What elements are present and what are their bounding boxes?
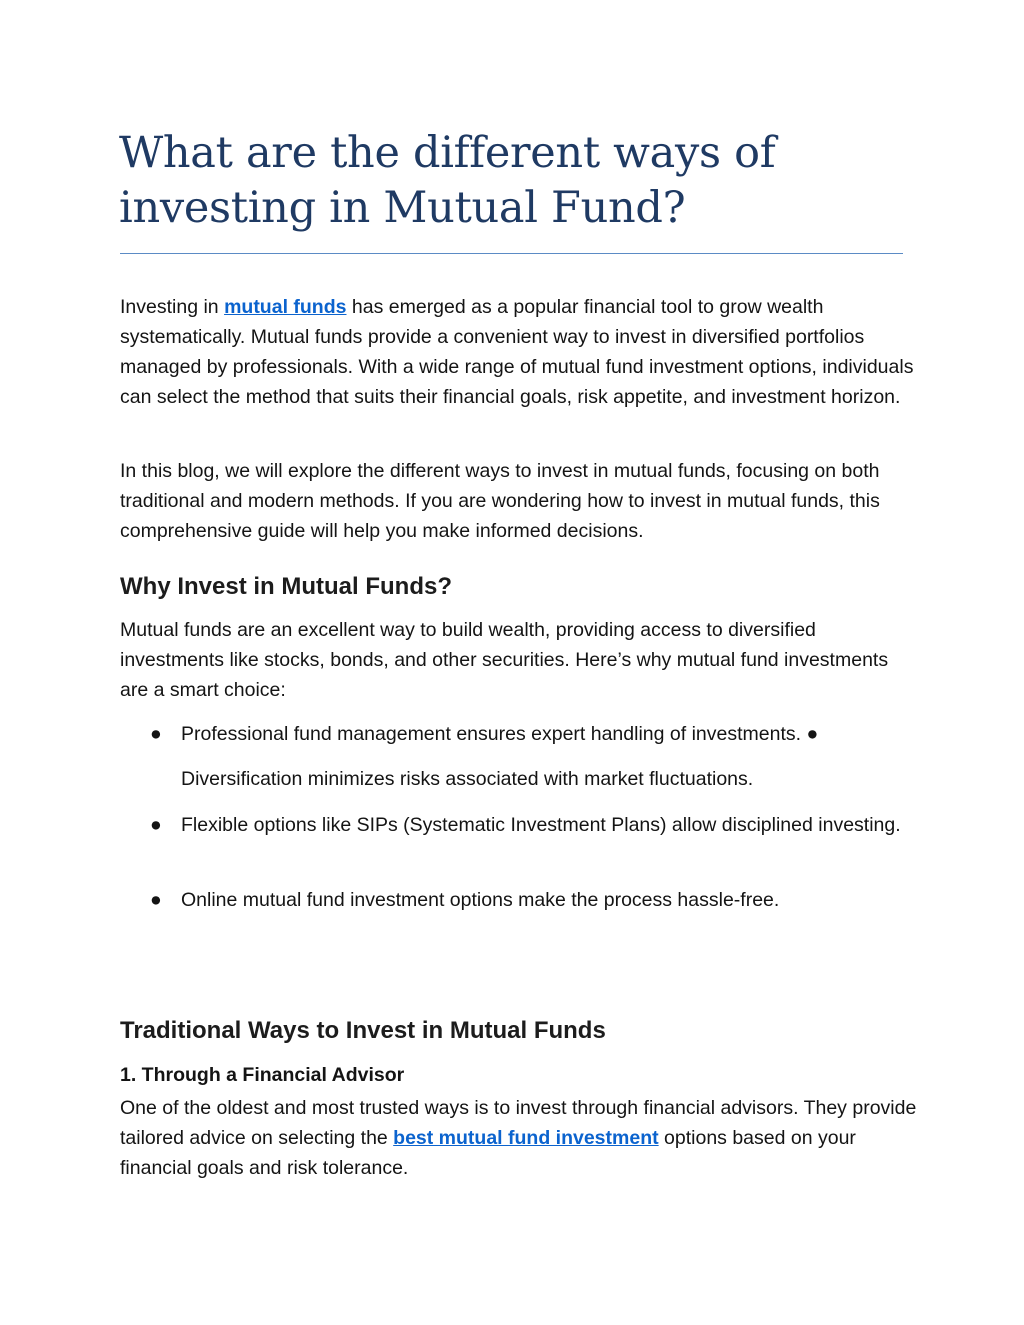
title-divider [120, 253, 903, 254]
bullet-item: Flexible options like SIPs (Systematic Investment Plans) allow disciplined investing. [181, 814, 901, 836]
bullet-item: Professional fund management ensures expert handling of investments. ● [181, 723, 819, 745]
why-invest-heading: Why Invest in Mutual Funds? [120, 573, 452, 600]
bullet-item: Diversification minimizes risks associated with market fluctuations. [181, 768, 754, 790]
bullet-marker: ● [150, 723, 162, 745]
advisor-text-rest: options based on your financial goals and risk tolerance. [120, 1127, 856, 1179]
intro-text-rest: has emerged as a popular financial tool to grow wealth systematically. Mutual funds provide a convenient way to invest in diversified portfolios managed by professionals. With a wide range of mutual fund investment options, individuals can select the method that suits their financial goals, risk appetite, and investment horizon. [120, 296, 914, 408]
traditional-ways-heading: Traditional Ways to Invest in Mutual Funds [120, 1017, 606, 1044]
advisor-text-start: One of the oldest and most trusted ways is to invest through financial advisors. They provide tailored advice on selecting the [120, 1097, 917, 1149]
financial-advisor-subheading: 1. Through a Financial Advisor [120, 1064, 405, 1086]
mutual-funds-link[interactable]: mutual funds [224, 296, 347, 318]
bullet-marker: ● [150, 889, 162, 911]
financial-advisor-paragraph [120, 1093, 920, 1183]
why-invest-paragraph: Mutual funds are an excellent way to build wealth, providing access to diversified investments like stocks, bonds, and other securities. Here’s why mutual fund investments are a smart choice: [120, 619, 889, 701]
intro-paragraph [120, 292, 920, 412]
best-mutual-fund-investment-link[interactable]: best mutual fund investment [393, 1127, 659, 1149]
page-title: What are the different ways of investing in Mutual Fund? [119, 128, 776, 233]
blog-paragraph: In this blog, we will explore the different ways to invest in mutual funds, focusing on both traditional and modern methods. If you are wondering how to invest in mutual funds, this comprehensive guide will help you make informed decisions. [120, 460, 880, 542]
bullet-item: Online mutual fund investment options make the process hassle-free. [181, 889, 780, 911]
intro-text-start: Investing in [120, 296, 225, 318]
bullet-marker: ● [150, 814, 162, 836]
